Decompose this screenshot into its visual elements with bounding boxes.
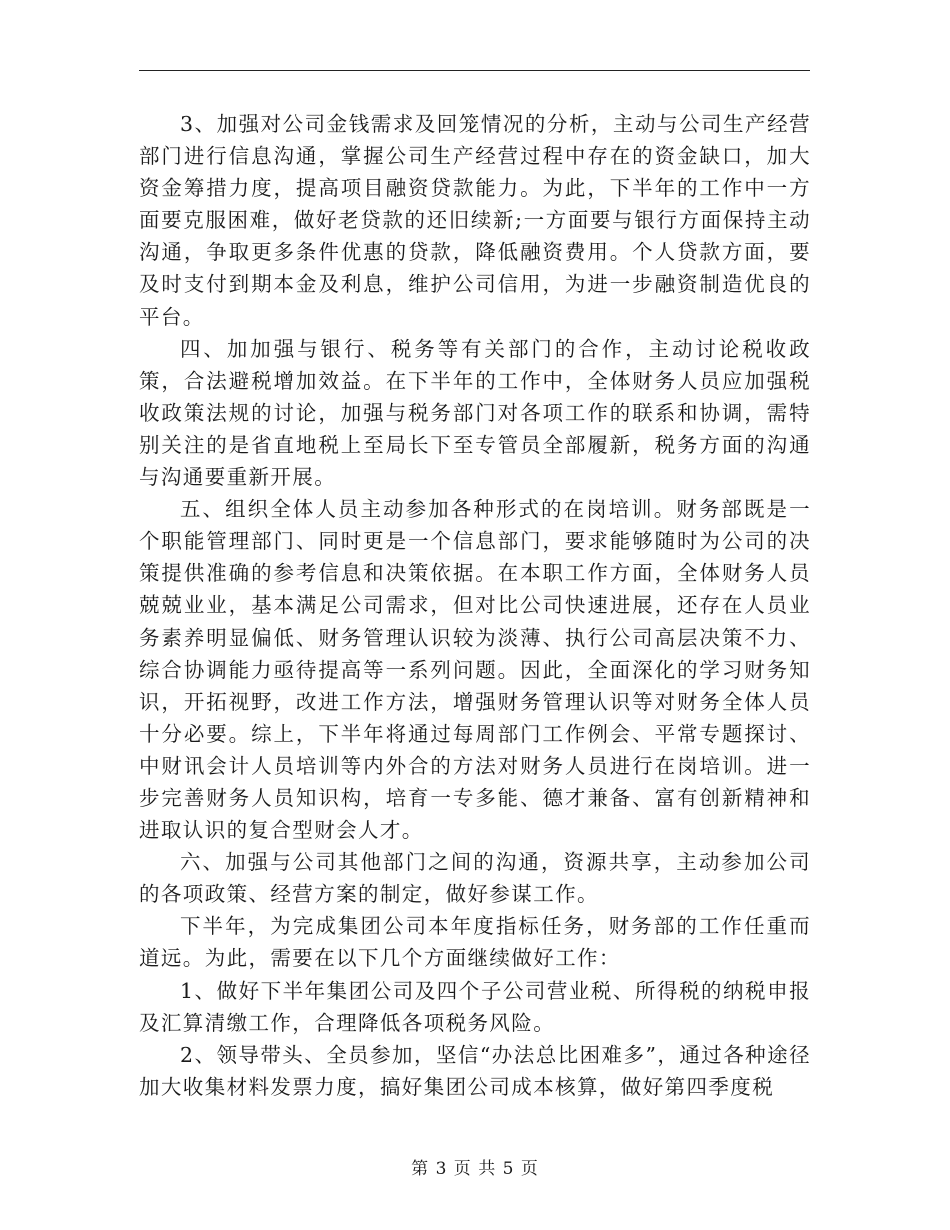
header-rule: [139, 70, 810, 71]
document-body: [139, 108, 811, 1103]
paragraph-4: 六、加强与公司其他部门之间的沟通，资源共享，主动参加公司的各项政策、经营方案的制定，做好参谋工作。: [139, 850, 811, 907]
paragraph-5: 下半年，为完成集团公司本年度指标任务，财务部的工作任重而道远。为此，需要在以下几个方面继续做好工作：: [139, 914, 811, 971]
paragraph-2: 四、加加强与银行、税务等有关部门的合作，主动讨论税收政策，合法避税增加效益。在下半年的工作中，全体财务人员应加强税收政策法规的讨论，加强与税务部门对各项工作的联系和协调，需特别关注的是省直地税上至局长下至专管员全部履新，税务方面的沟通与沟通要重新开展。: [139, 336, 811, 490]
paragraph-1: 3、加强对公司金钱需求及回笼情况的分析，主动与公司生产经营部门进行信息沟通，掌握公司生产经营过程中存在的资金缺口，加大资金筹措力度，提高项目融资贷款能力。为此，下半年的工作中一方面要克服困难，做好老贷款的还旧续新;一方面要与银行方面保持主动沟通，争取更多条件优惠的贷款，降低融资费用。个人贷款方面，要及时支付到期本金及利息，维护公司信用，为进一步融资制造优良的平台。: [139, 112, 811, 329]
paragraph-7: 2、领导带头、全员参加，坚信“办法总比困难多”，通过各种途径加大收集材料发票力度，搞好集团公司成本核算，做好第四季度税: [139, 1042, 811, 1099]
paragraph-3: 五、组织全体人员主动参加各种形式的在岗培训。财务部既是一个职能管理部门、同时更是一个信息部门，要求能够随时为公司的决策提供准确的参考信息和决策依据。在本职工作方面，全体财务人员兢兢业业，基本满足公司需求，但对比公司快速进展，还存在人员业务素养明显偏低、财务管理认识较为淡薄、执行公司高层决策不力、综合协调能力亟待提高等一系列问题。因此，全面深化的学习财务知识，开拓视野，改进工作方法，增强财务管理认识等对财务全体人员十分必要。综上，下半年将通过每周部门工作例会、平常专题探讨、中财讯会计人员培训等内外合的方法对财务人员进行在岗培训。进一步完善财务人员知识构，培育一专多能、德才兼备、富有创新精神和进取认识的复合型财会人才。: [139, 497, 811, 843]
page-number-footer: 第 3 页 共 5 页: [411, 1159, 539, 1179]
paragraph-6: 1、做好下半年集团公司及四个子公司营业税、所得税的纳税申报及汇算清缴工作，合理降低各项税务风险。: [139, 978, 811, 1035]
